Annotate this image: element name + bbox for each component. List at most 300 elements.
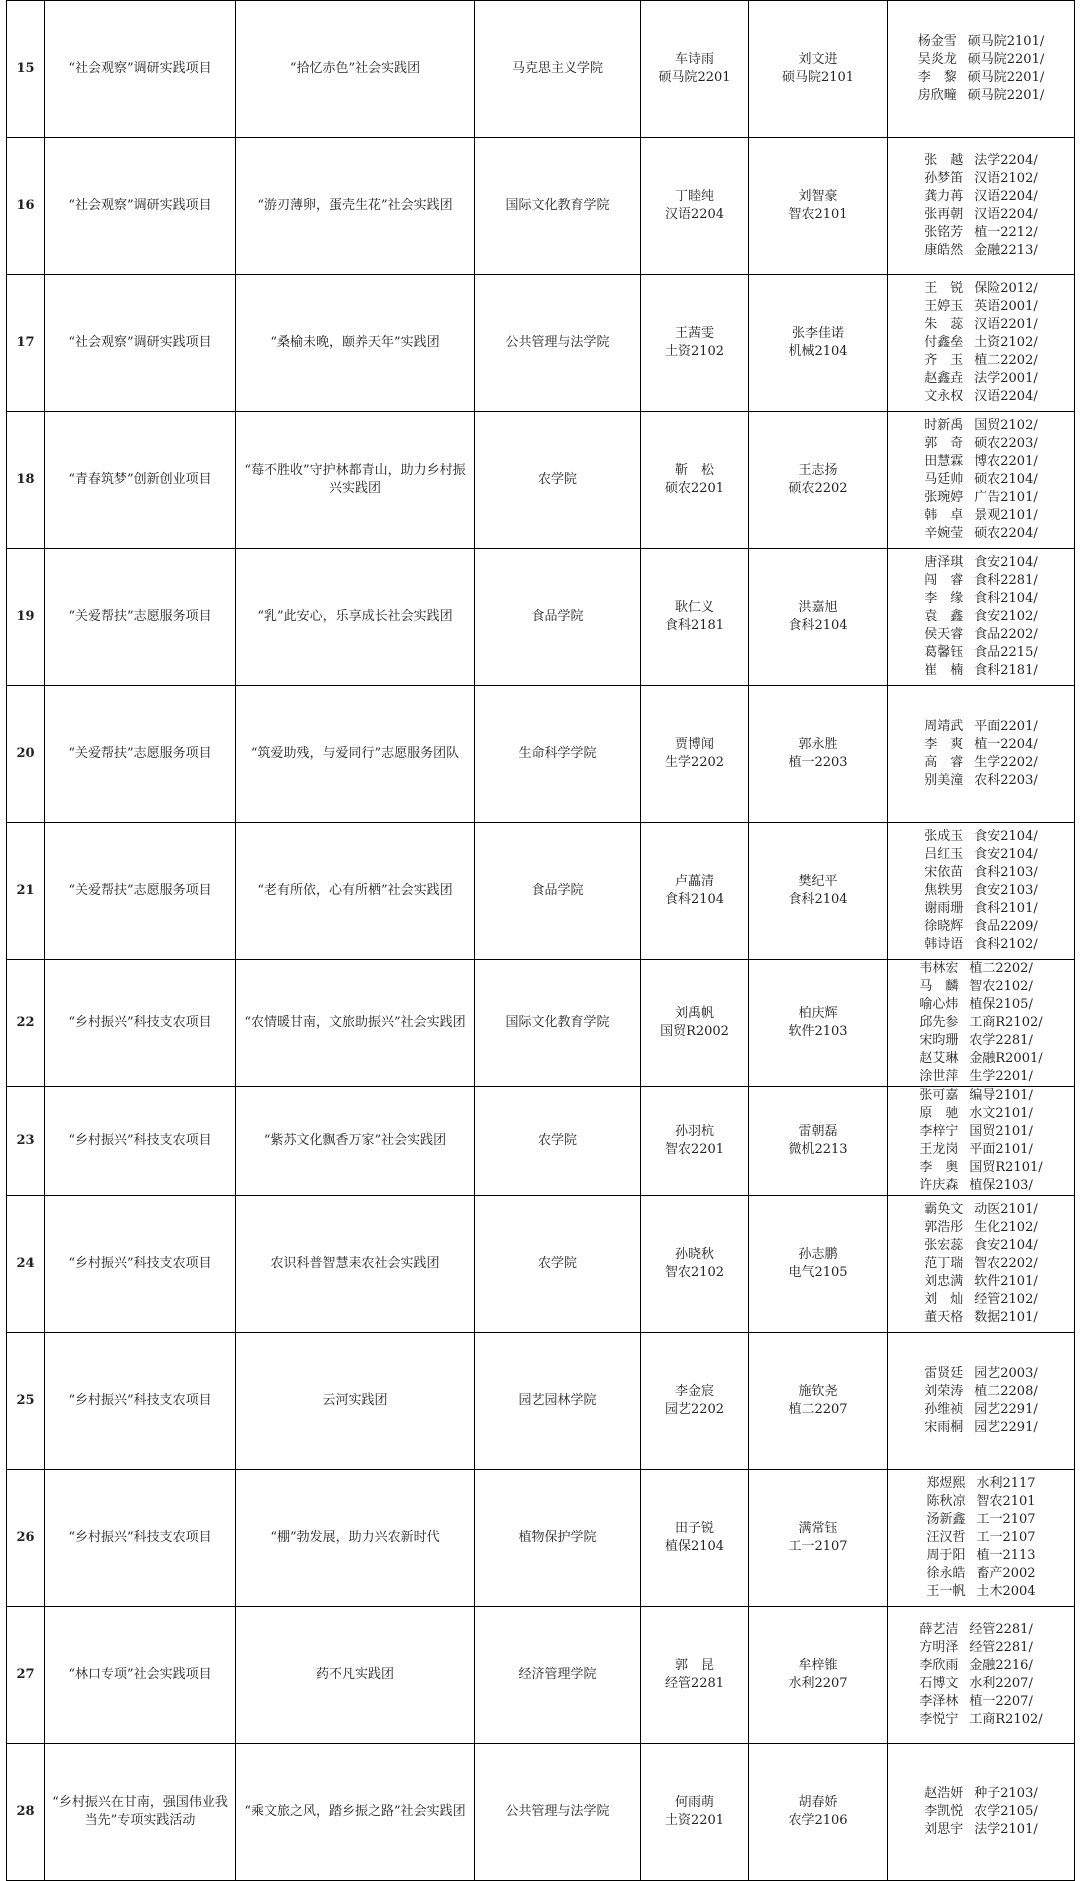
member-class: 经管2281/ <box>969 1640 1033 1655</box>
member-class: 食科2103/ <box>974 865 1038 880</box>
row-number: 26 <box>7 1470 45 1607</box>
member-class: 植保2105/ <box>969 997 1033 1012</box>
member-name: 王婷玉 <box>924 299 964 314</box>
member-name: 时新禹 <box>924 418 964 433</box>
table-row <box>7 1196 1075 1333</box>
member-class: 工商R2102/ <box>969 1015 1043 1030</box>
members-list <box>924 554 1037 680</box>
table-row <box>7 1 1075 138</box>
member-name: 葛馨钰 <box>924 645 964 660</box>
members-list <box>919 1087 1042 1195</box>
member-entry <box>924 1309 1037 1327</box>
member-entry <box>926 1475 1035 1493</box>
table-row <box>7 138 1075 275</box>
project-category: “关爱帮扶”志愿服务项目 <box>45 549 236 686</box>
members-cell <box>888 275 1075 412</box>
member-class: 土木2004 <box>976 1584 1036 1599</box>
team-name: “筑爱助残，与爱同行”志愿服务团队 <box>236 686 475 823</box>
advisor-class: 机械2104 <box>788 344 848 359</box>
table-row <box>7 960 1075 1087</box>
member-class: 汉语2204/ <box>974 389 1038 404</box>
advisor-cell <box>749 1744 888 1881</box>
member-class: 植一2113 <box>976 1548 1036 1563</box>
member-name: 马 麟 <box>919 979 959 994</box>
member-entry <box>919 1177 1042 1195</box>
advisor-class: 电气2105 <box>788 1265 848 1280</box>
advisor-cell <box>749 823 888 960</box>
member-entry <box>918 33 1044 51</box>
member-class: 农科2203/ <box>974 773 1038 788</box>
members-cell <box>888 1196 1075 1333</box>
member-name: 吕红玉 <box>924 847 964 862</box>
members-cell <box>888 1744 1075 1881</box>
member-class: 保险2012/ <box>974 281 1038 296</box>
member-entry <box>924 242 1037 260</box>
member-name: 袁 鑫 <box>924 609 964 624</box>
member-name: 高 睿 <box>924 755 964 770</box>
member-entry <box>924 1365 1037 1383</box>
row-number: 15 <box>7 1 45 138</box>
advisor-name: 樊纪平 <box>798 874 838 889</box>
member-class: 汉语2102/ <box>974 171 1038 186</box>
leader-cell <box>641 686 749 823</box>
member-name: 康皓然 <box>924 243 964 258</box>
member-class: 法学2204/ <box>974 153 1038 168</box>
member-entry <box>924 736 1037 754</box>
member-name: 闯 睿 <box>924 573 964 588</box>
member-class: 工商R2102/ <box>969 1712 1043 1727</box>
document-page <box>6 0 1074 1875</box>
member-entry <box>924 388 1037 406</box>
advisor-class: 微机2213 <box>788 1142 848 1157</box>
leader-name: 丁睦纯 <box>674 189 714 204</box>
team-name: “拾忆赤色”社会实践团 <box>236 1 475 138</box>
advisor-class: 工一2107 <box>788 1539 848 1554</box>
member-entry <box>919 1105 1042 1123</box>
member-class: 硕农2203/ <box>974 436 1038 451</box>
leader-name: 李金宸 <box>674 1384 714 1399</box>
member-entry <box>924 525 1037 543</box>
advisor-name: 满常钰 <box>798 1521 838 1536</box>
college-name: 国际文化教育学院 <box>475 960 641 1087</box>
member-class: 博农2201/ <box>974 454 1038 469</box>
member-name: 王 锐 <box>924 281 964 296</box>
members-list <box>926 1475 1035 1601</box>
project-category: “乡村振兴”科技支农项目 <box>45 960 236 1087</box>
table-row <box>7 275 1075 412</box>
member-entry <box>919 1693 1042 1711</box>
project-category: “林口专项”社会实践项目 <box>45 1607 236 1744</box>
member-name: 石博文 <box>919 1676 959 1691</box>
members-list <box>919 1621 1042 1729</box>
team-name: “乳”此安心，乐享成长社会实践团 <box>236 549 475 686</box>
project-category: “乡村振兴”科技支农项目 <box>45 1087 236 1196</box>
member-class: 工一2107 <box>976 1512 1036 1527</box>
member-entry <box>924 1383 1037 1401</box>
member-entry <box>924 188 1037 206</box>
member-entry <box>924 864 1037 882</box>
member-entry <box>926 1547 1035 1565</box>
member-entry <box>926 1493 1035 1511</box>
member-name: 宋依苗 <box>924 865 964 880</box>
member-name: 田慧霖 <box>924 454 964 469</box>
member-entry <box>919 1675 1042 1693</box>
row-number: 17 <box>7 275 45 412</box>
leader-class: 土资2201 <box>664 1813 725 1828</box>
college-name: 食品学院 <box>475 823 641 960</box>
member-class: 经管2102/ <box>974 1292 1038 1307</box>
member-name: 焦轶男 <box>924 883 964 898</box>
member-class: 园艺2291/ <box>974 1402 1038 1417</box>
leader-name: 车诗雨 <box>674 52 714 67</box>
advisor-name: 郭永胜 <box>798 737 838 752</box>
member-entry <box>924 644 1037 662</box>
leader-name: 孙晓秋 <box>674 1247 714 1262</box>
advisor-cell <box>749 275 888 412</box>
member-entry <box>924 417 1037 435</box>
member-name: 张宏蕊 <box>924 1238 964 1253</box>
members-list <box>919 960 1042 1086</box>
members-list <box>924 1785 1037 1839</box>
row-number: 28 <box>7 1744 45 1881</box>
member-name: 张琬婷 <box>924 490 964 505</box>
members-cell <box>888 1607 1075 1744</box>
member-entry <box>919 1014 1042 1032</box>
advisor-name: 柏庆辉 <box>798 1006 838 1021</box>
row-number: 22 <box>7 960 45 1087</box>
member-name: 张可嘉 <box>919 1088 959 1103</box>
member-name: 侯天睿 <box>924 627 964 642</box>
leader-cell <box>641 549 749 686</box>
members-cell <box>888 686 1075 823</box>
members-cell <box>888 412 1075 549</box>
member-name: 李 奥 <box>919 1160 959 1175</box>
member-entry <box>924 489 1037 507</box>
member-class: 园艺2003/ <box>974 1366 1038 1381</box>
member-entry <box>924 435 1037 453</box>
member-class: 智农2202/ <box>974 1256 1038 1271</box>
college-name: 国际文化教育学院 <box>475 138 641 275</box>
row-number: 23 <box>7 1087 45 1196</box>
member-name: 宋雨桐 <box>924 1420 964 1435</box>
member-class: 硕农2204/ <box>974 526 1038 541</box>
member-class: 国贸2102/ <box>974 418 1038 433</box>
leader-class: 智农2201 <box>664 1142 725 1157</box>
member-name: 李 爽 <box>924 737 964 752</box>
member-entry <box>924 316 1037 334</box>
member-entry <box>924 1291 1037 1309</box>
team-name: “农情暖甘南，文旅助振兴”社会实践团 <box>236 960 475 1087</box>
project-category: “关爱帮扶”志愿服务项目 <box>45 686 236 823</box>
leader-name: 田子锐 <box>674 1521 714 1536</box>
leader-cell <box>641 1333 749 1470</box>
member-entry <box>924 280 1037 298</box>
members-cell <box>888 960 1075 1087</box>
member-class: 智农2102/ <box>969 979 1033 994</box>
team-name: “桑榆未晚，颐养天年”实践团 <box>236 275 475 412</box>
member-entry <box>924 900 1037 918</box>
member-name: 崔 楠 <box>924 663 964 678</box>
member-class: 水文2101/ <box>969 1106 1033 1121</box>
advisor-cell <box>749 960 888 1087</box>
member-class: 汉语2204/ <box>974 189 1038 204</box>
team-name: “乘文旅之风，踏乡振之路”社会实践团 <box>236 1744 475 1881</box>
advisor-class: 硕农2202 <box>788 481 848 496</box>
member-class: 生化2102/ <box>974 1220 1038 1235</box>
member-name: 辛婉莹 <box>924 526 964 541</box>
advisor-cell <box>749 1087 888 1196</box>
member-name: 谢雨珊 <box>924 901 964 916</box>
member-class: 硕马院2101/ <box>967 34 1045 49</box>
advisor-class: 软件2103 <box>788 1024 848 1039</box>
advisor-cell <box>749 686 888 823</box>
leader-name: 刘禹帆 <box>674 1006 714 1021</box>
member-name: 王龙岗 <box>919 1142 959 1157</box>
table-row <box>7 1087 1075 1196</box>
member-entry <box>924 626 1037 644</box>
member-entry <box>924 936 1037 954</box>
member-name: 付鑫垒 <box>924 335 964 350</box>
leader-class: 硕马院2201 <box>658 70 731 85</box>
member-entry <box>924 1401 1037 1419</box>
member-class: 食科2102/ <box>974 937 1038 952</box>
members-cell <box>888 1470 1075 1607</box>
member-name: 郭浩彤 <box>924 1220 964 1235</box>
member-name: 刘 灿 <box>924 1292 964 1307</box>
member-class: 智农2101 <box>976 1494 1036 1509</box>
advisor-name: 刘文进 <box>798 52 838 67</box>
member-name: 韦林宏 <box>919 961 959 976</box>
leader-cell <box>641 1 749 138</box>
advisor-name: 王志扬 <box>798 463 838 478</box>
member-entry <box>924 471 1037 489</box>
member-name: 周于阳 <box>926 1548 966 1563</box>
college-name: 农学院 <box>475 1196 641 1333</box>
member-entry <box>919 1087 1042 1105</box>
member-class: 植一2204/ <box>974 737 1038 752</box>
leader-cell <box>641 823 749 960</box>
member-entry <box>924 1255 1037 1273</box>
member-entry <box>919 1657 1042 1675</box>
leader-class: 智农2102 <box>664 1265 725 1280</box>
member-name: 房欣疃 <box>917 88 957 103</box>
members-cell <box>888 1 1075 138</box>
member-class: 食科2104/ <box>974 591 1038 606</box>
college-name: 农学院 <box>475 1087 641 1196</box>
member-name: 李悦宁 <box>919 1712 959 1727</box>
member-name: 龚力苒 <box>924 189 964 204</box>
member-name: 雷贤廷 <box>924 1366 964 1381</box>
member-name: 喻心炜 <box>919 997 959 1012</box>
leader-class: 植保2104 <box>664 1539 725 1554</box>
member-name: 张再朝 <box>924 207 964 222</box>
table-row <box>7 412 1075 549</box>
college-name: 植物保护学院 <box>475 1470 641 1607</box>
table-row <box>7 1470 1075 1607</box>
member-class: 食安2104/ <box>974 555 1038 570</box>
member-name: 马廷帅 <box>924 472 964 487</box>
member-class: 广告2101/ <box>974 490 1038 505</box>
member-class: 国贸R2101/ <box>969 1160 1043 1175</box>
advisor-name: 牟梓锥 <box>798 1658 838 1673</box>
member-class: 食安2104/ <box>974 829 1038 844</box>
leader-class: 生学2202 <box>664 755 725 770</box>
member-name: 郭 奇 <box>924 436 964 451</box>
advisor-name: 洪嘉旭 <box>798 600 838 615</box>
member-name: 徐晓辉 <box>924 919 964 934</box>
member-class: 硕马院2201/ <box>967 52 1045 67</box>
member-name: 薛艺洁 <box>919 1622 959 1637</box>
member-name: 宋昀珊 <box>919 1033 959 1048</box>
table-row <box>7 1744 1075 1881</box>
member-name: 李梓宁 <box>919 1124 959 1139</box>
member-class: 平面2201/ <box>974 719 1038 734</box>
member-name: 齐 玉 <box>924 353 964 368</box>
members-cell <box>888 138 1075 275</box>
advisor-cell <box>749 1470 888 1607</box>
member-name: 范丁瑞 <box>924 1256 964 1271</box>
member-name: 刘思宇 <box>924 1822 964 1837</box>
team-name: “莓不胜收”守护林都青山，助力乡村振兴实践团 <box>236 412 475 549</box>
leader-class: 经管2281 <box>664 1676 725 1691</box>
member-class: 土资2102/ <box>974 335 1038 350</box>
member-name: 李凯悦 <box>924 1804 964 1819</box>
member-entry <box>924 572 1037 590</box>
leader-name: 孙羽杭 <box>674 1124 714 1139</box>
member-name: 霸奂文 <box>924 1202 964 1217</box>
members-list <box>918 33 1044 105</box>
table-row <box>7 686 1075 823</box>
leader-class: 园艺2202 <box>664 1402 725 1417</box>
member-class: 食科2101/ <box>974 901 1038 916</box>
leader-cell <box>641 275 749 412</box>
member-name: 孙梦笛 <box>924 171 964 186</box>
member-class: 水利2117 <box>976 1476 1036 1491</box>
row-number: 25 <box>7 1333 45 1470</box>
member-name: 张铭芳 <box>924 225 964 240</box>
advisor-name: 刘智豪 <box>798 189 838 204</box>
member-name: 唐泽琪 <box>924 555 964 570</box>
advisor-cell <box>749 549 888 686</box>
member-name: 汪汉哲 <box>926 1530 966 1545</box>
member-class: 国贸2101/ <box>969 1124 1033 1139</box>
leader-cell <box>641 1470 749 1607</box>
member-name: 朱 蕊 <box>924 317 964 332</box>
team-name: 药不凡实践团 <box>236 1607 475 1744</box>
advisor-class: 植二2207 <box>788 1402 848 1417</box>
row-number: 21 <box>7 823 45 960</box>
advisor-cell <box>749 1333 888 1470</box>
member-class: 法学2101/ <box>974 1822 1038 1837</box>
member-entry <box>924 918 1037 936</box>
advisor-name: 施钦尧 <box>798 1384 838 1399</box>
member-name: 吴炎龙 <box>917 52 957 67</box>
member-entry <box>919 1141 1042 1159</box>
member-name: 郑煜熙 <box>926 1476 966 1491</box>
members-cell <box>888 1333 1075 1470</box>
leader-class: 硕农2201 <box>664 481 725 496</box>
leader-class: 土资2102 <box>664 344 725 359</box>
college-name: 农学院 <box>475 412 641 549</box>
team-name: “棚”勃发展，助力兴农新时代 <box>236 1470 475 1607</box>
team-name: 农识科普智慧耒农社会实践团 <box>236 1196 475 1333</box>
leader-cell <box>641 412 749 549</box>
college-name: 公共管理与法学院 <box>475 1744 641 1881</box>
member-class: 食安2104/ <box>974 847 1038 862</box>
member-class: 动医2101/ <box>974 1202 1038 1217</box>
team-name: 云河实践团 <box>236 1333 475 1470</box>
member-name: 韩 卓 <box>924 508 964 523</box>
college-name: 食品学院 <box>475 549 641 686</box>
row-number: 20 <box>7 686 45 823</box>
leader-cell <box>641 960 749 1087</box>
member-entry <box>924 1821 1037 1839</box>
members-list <box>924 718 1037 790</box>
member-class: 金融R2001/ <box>969 1051 1043 1066</box>
leader-name: 王茜雯 <box>674 326 714 341</box>
leader-cell <box>641 1196 749 1333</box>
member-class: 经管2281/ <box>969 1622 1033 1637</box>
member-name: 刘荣涛 <box>924 1384 964 1399</box>
member-name: 杨金雪 <box>917 34 957 49</box>
member-class: 种子2103/ <box>974 1786 1038 1801</box>
member-class: 植二2202/ <box>969 961 1033 976</box>
member-entry <box>918 87 1044 105</box>
row-number: 27 <box>7 1607 45 1744</box>
advisor-cell <box>749 412 888 549</box>
member-entry <box>919 1621 1042 1639</box>
member-class: 食品2209/ <box>974 919 1038 934</box>
member-name: 方明泽 <box>919 1640 959 1655</box>
member-entry <box>924 882 1037 900</box>
table-row <box>7 823 1075 960</box>
leader-name: 靳 松 <box>674 463 714 478</box>
members-list <box>924 152 1037 260</box>
member-class: 硕马院2201/ <box>967 70 1045 85</box>
member-class: 金融2213/ <box>974 243 1038 258</box>
member-entry <box>918 51 1044 69</box>
member-name: 李泽林 <box>919 1694 959 1709</box>
advisor-cell <box>749 138 888 275</box>
member-entry <box>924 453 1037 471</box>
college-name: 生命科学学院 <box>475 686 641 823</box>
leader-class: 国贸R2002 <box>660 1024 729 1039</box>
advisor-name: 孙志鹏 <box>798 1247 838 1262</box>
leader-cell <box>641 1607 749 1744</box>
members-list <box>924 828 1037 954</box>
member-name: 赵艾琳 <box>919 1051 959 1066</box>
row-number: 19 <box>7 549 45 686</box>
advisor-class: 硕马院2101 <box>781 70 855 85</box>
member-class: 畜产2002 <box>976 1566 1036 1581</box>
team-name: “老有所依，心有所栖”社会实践团 <box>236 823 475 960</box>
member-class: 生学2201/ <box>969 1069 1033 1084</box>
members-cell <box>888 1087 1075 1196</box>
member-entry <box>924 846 1037 864</box>
project-category: “乡村振兴在甘南，强国伟业我当先”专项实践活动 <box>45 1744 236 1881</box>
roster-body <box>7 1 1075 1881</box>
advisor-class: 食科2104 <box>788 618 848 633</box>
member-class: 生学2202/ <box>974 755 1038 770</box>
member-entry <box>919 978 1042 996</box>
member-entry <box>926 1583 1035 1601</box>
member-class: 植保2103/ <box>969 1178 1033 1193</box>
member-name: 陈秋凉 <box>926 1494 966 1509</box>
leader-name: 耿仁义 <box>674 600 714 615</box>
row-number: 16 <box>7 138 45 275</box>
leader-name: 贾博闻 <box>674 737 714 752</box>
roster-table <box>6 0 1075 1881</box>
